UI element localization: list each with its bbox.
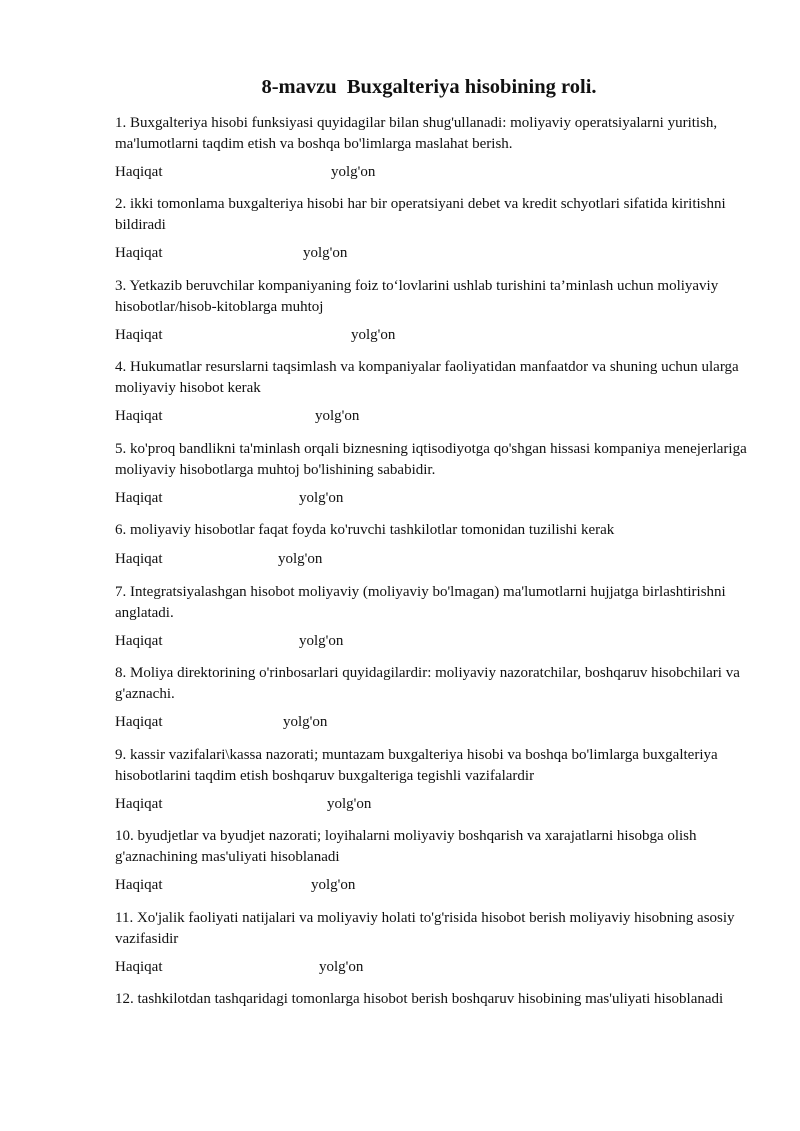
answer-row [115,714,755,734]
question-1 [115,113,755,184]
false-option: yolg'on [299,490,344,506]
question-6 [115,520,755,571]
false-option: yolg'on [351,327,396,343]
answer-row [115,245,755,265]
question-text: 7. Integratsiyalashgan hisobot moliyaviy (moliyaviy bo'lmagan) ma'lumotlarni hujjatga birlashtirishni anglatadi. [115,584,726,621]
false-option: yolg'on [303,245,348,261]
false-option: yolg'on [283,714,328,730]
answer-row [115,633,755,653]
question-2 [115,194,755,265]
question-text: 3. Yetkazib beruvchilar kompaniyaning foiz to‘lovlarini ushlab turishini ta’minlash uchun moliyaviy hisobotlar/hisob-kitoblarga muhtoj [115,278,719,315]
question-text: 5. ko'proq bandlikni ta'minlash orqali biznesning iqtisodiyotga qo'shgan hissasi kompaniya menejerlariga moliyaviy hisobotlarga muhtoj bo'lishining sababidir. [115,441,747,478]
question-4 [115,357,755,428]
false-option: yolg'on [299,633,344,649]
true-option: Haqiqat [115,245,163,261]
answer-row [115,959,755,979]
question-7 [115,582,755,653]
question-3 [115,276,755,347]
true-option: Haqiqat [115,633,163,649]
question-5 [115,439,755,510]
true-option: Haqiqat [115,714,163,730]
false-option: yolg'on [278,550,323,567]
answer-row [115,408,755,428]
question-10 [115,826,755,897]
true-option: Haqiqat [115,327,163,343]
true-option: Haqiqat [115,408,163,424]
false-option: yolg'on [331,164,376,180]
answer-row [115,327,755,347]
question-text: 11. Xo'jalik faoliyati natijalari va moliyaviy holati to'g'risida hisobot berish moliyaviy hisobning asosiy vazifasidir [115,910,735,947]
false-option: yolg'on [311,877,356,893]
false-option: yolg'on [315,408,360,424]
true-option: Haqiqat [115,959,163,975]
question-9 [115,745,755,816]
answer-row [115,551,755,571]
answer-row [115,164,755,184]
question-12 [115,989,755,1010]
question-11 [115,908,755,979]
question-text: 9. kassir vazifalari\kassa nazorati; muntazam buxgalteriya hisobi va boshqa bo'limlarga buxgalteriya hisobotlarini taqdim etish boshqaruv buxgalteriga tegishli vazifalardir [115,747,718,784]
question-text: 8. Moliya direktorining o'rinbosarlari quyidagilardir: moliyaviy nazoratchilar, boshqaruv hisobchilari va g'aznachi. [115,665,740,702]
page-title: 8-mavzu Buxgalteriya hisobining roli. [261,76,597,98]
false-option: yolg'on [327,796,372,812]
question-text: 10. byudjetlar va byudjet nazorati; loyihalarni moliyaviy boshqarish va xarajatlarni hisobga olish g'aznachining mas'uliyati hisoblanadi [115,828,697,865]
true-option: Haqiqat [115,490,163,506]
question-text: 2. ikki tomonlama buxgalteriya hisobi har bir operatsiyani debet va kredit schyotlari sifatida kiritishni bildiradi [115,196,726,233]
answer-row [115,796,755,816]
answer-row [115,490,755,510]
true-option: Haqiqat [115,164,163,180]
question-text: 6. moliyaviy hisobotlar faqat foyda ko'ruvchi tashkilotlar tomonidan tuzilishi kerak [115,522,615,538]
true-option: Haqiqat [115,550,163,567]
true-option: Haqiqat [115,796,163,812]
question-8 [115,663,755,734]
question-text: 12. tashkilotdan tashqaridagi tomonlarga hisobot berish boshqaruv hisobining mas'uliyati hisoblanadi [115,991,724,1007]
question-text: 1. Buxgalteriya hisobi funksiyasi quyidagilar bilan shug'ullanadi: moliyaviy operatsiyalarni yuritish, ma'lumotlarni taqdim etish va boshqa bo'limlarga maslahat berish. [115,115,718,152]
false-option: yolg'on [319,959,364,975]
question-text: 4. Hukumatlar resurslarni taqsimlash va kompaniyalar faoliyatidan manfaatdor va shuning uchun ularga moliyaviy hisobot kerak [115,359,739,396]
answer-row [115,877,755,897]
true-option: Haqiqat [115,877,163,893]
